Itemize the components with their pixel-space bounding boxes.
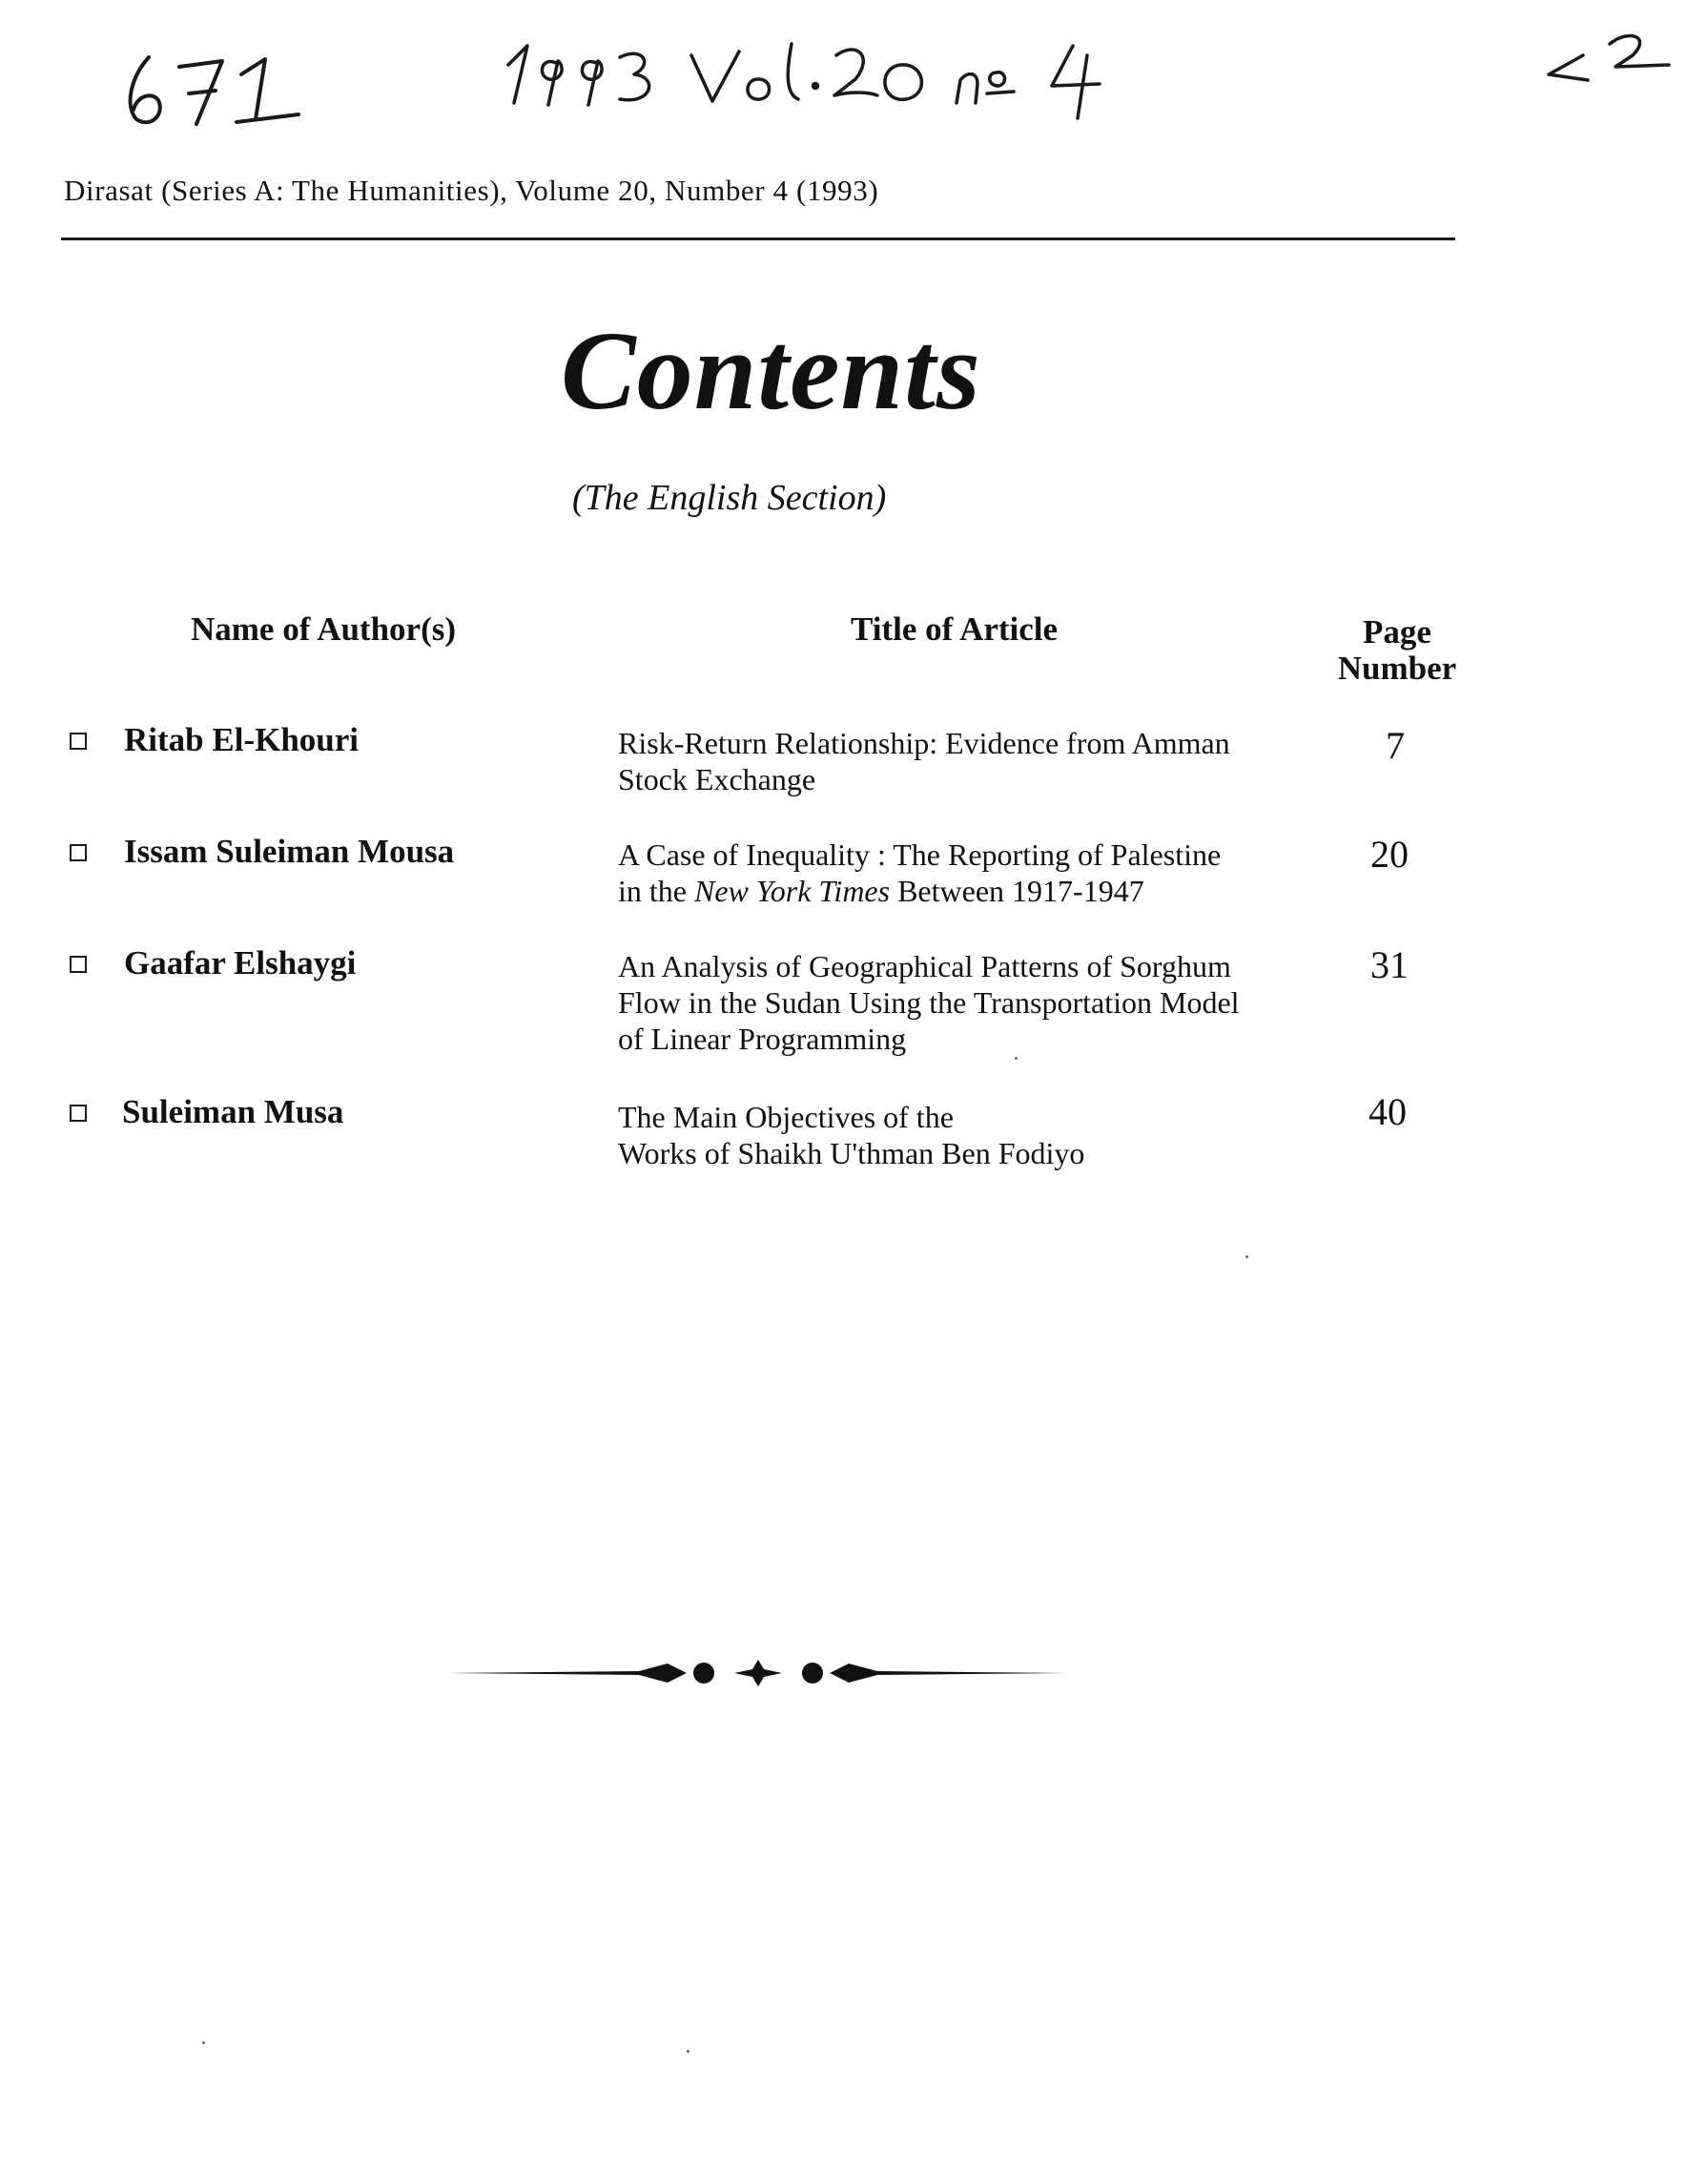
scan-speck [1245, 1255, 1248, 1258]
entry-title [618, 1099, 1328, 1171]
column-header-author: Name of Author(s) [191, 610, 457, 648]
entry-title-italic: New York Times [693, 874, 891, 908]
entry-author: Ritab El-Khouri [124, 721, 360, 758]
checkbox-square-icon [70, 956, 87, 973]
handwritten-corner-mark [1535, 27, 1688, 93]
journal-citation: Dirasat (Series A: The Humanities), Volume 20, Number 4 (1993) [64, 174, 879, 207]
header-divider [61, 238, 1455, 240]
entry-title [618, 837, 1328, 909]
checkbox-square-icon [70, 1105, 87, 1122]
scan-speck [687, 2050, 689, 2053]
entry-title [618, 725, 1328, 797]
entry-title-line: A Case of Inequality : The Reporting of Palestine [618, 837, 1222, 872]
entry-title-line: The Main Objectives of the [618, 1100, 954, 1134]
entry-title-line: An Analysis of Geographical Patterns of Sorghum [618, 949, 1231, 983]
entry-page-number: 20 [1370, 833, 1409, 876]
scan-speck [1015, 1057, 1018, 1060]
column-header-title: Title of Article [851, 610, 1059, 648]
contents-title [534, 282, 1068, 435]
checkbox-square-icon [70, 733, 87, 750]
entry-title-line [618, 873, 1328, 909]
ornament-divider [448, 1648, 1068, 1698]
checkbox-square-icon [70, 844, 87, 861]
entry-title [618, 948, 1328, 1057]
entry-title-line: of Linear Programming [618, 1022, 907, 1056]
entry-title-line: Flow in the Sudan Using the Transportation Model [618, 985, 1240, 1020]
column-header-page: Page Number [1337, 613, 1457, 687]
entry-author: Suleiman Musa [122, 1093, 344, 1130]
entry-page-number: 7 [1386, 724, 1405, 767]
entry-title-line: Works of Shaikh U'thman Ben Fodiyo [618, 1136, 1085, 1170]
section-subtitle: (The English Section) [572, 478, 887, 518]
entry-title-line: Stock Exchange [618, 762, 816, 796]
entry-author: Gaafar Elshaygi [124, 944, 357, 982]
entry-title-text: in the [618, 874, 687, 908]
scan-speck [202, 2041, 205, 2044]
handwritten-reference-number [113, 38, 313, 134]
entry-title-text: Between 1917-1947 [897, 874, 1144, 908]
entry-title-line: Risk-Return Relationship: Evidence from Amman [618, 726, 1230, 760]
entry-page-number: 31 [1370, 943, 1409, 986]
contents-title-text: Contents [561, 308, 981, 433]
entry-page-number: 40 [1368, 1090, 1407, 1133]
handwritten-volume-note [501, 27, 1264, 132]
entry-author: Issam Suleiman Mousa [124, 833, 455, 870]
